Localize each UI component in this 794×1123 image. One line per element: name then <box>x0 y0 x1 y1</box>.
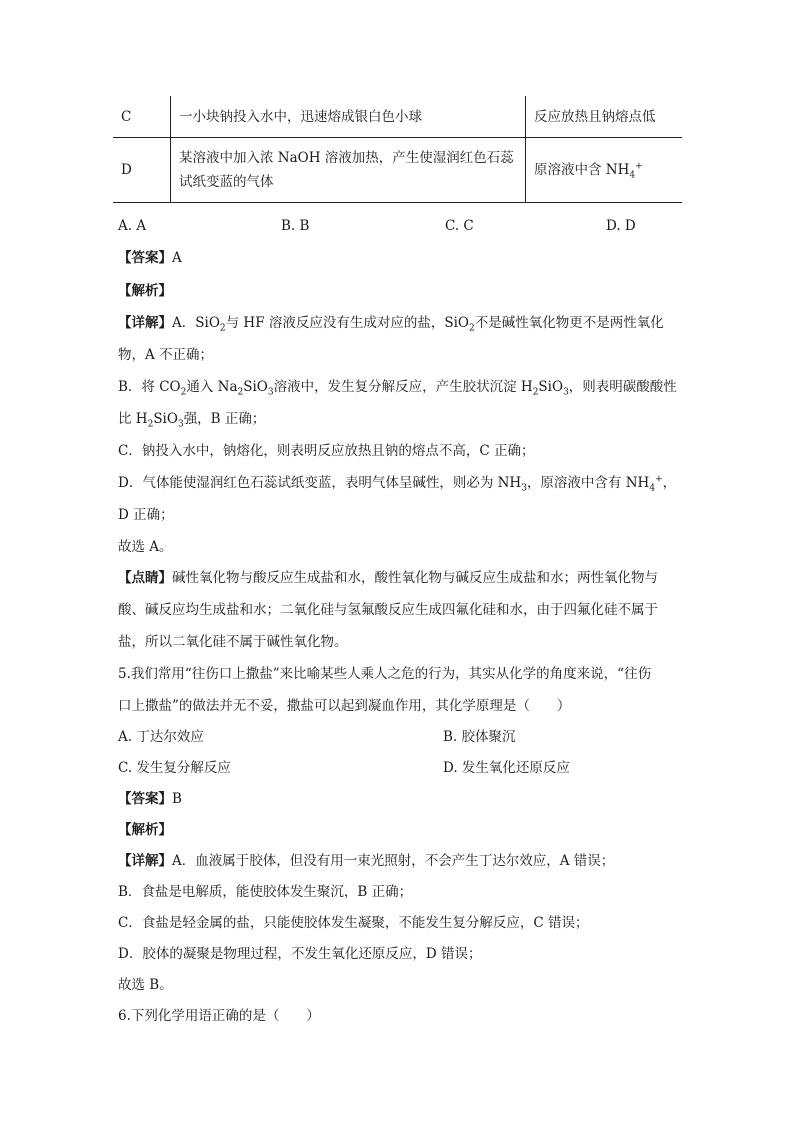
subscript: 3 <box>521 483 527 494</box>
text: 不是碱性氧化物更不是两性氧化 <box>474 315 664 331</box>
text: ， <box>662 475 677 491</box>
row-conclusion: 反应放热且钠熔点低 <box>526 96 683 138</box>
subscript: 3 <box>177 419 184 430</box>
operation-line: 试纸变蓝的气体 <box>179 174 274 190</box>
q5-detail-d: D．胶体的凝聚是物理过程，不发生氧化还原反应，D 错误； <box>118 946 482 962</box>
subscript: 2 <box>180 387 187 398</box>
subscript: 2 <box>237 387 244 398</box>
analysis-tag: 【解析】 <box>118 283 172 299</box>
subscript: 2 <box>532 387 539 398</box>
text: B．将 CO <box>118 379 181 395</box>
text: 比 H <box>118 411 148 427</box>
text: ，原溶液中含有 NH <box>526 475 650 491</box>
text: D．气体能使湿润红色石蕊试纸变蓝，表明气体呈碱性，则必为 NH <box>118 475 522 491</box>
row-conclusion <box>526 138 683 203</box>
option-b: B. 胶体聚沉 <box>443 729 516 745</box>
text: 与 HF 溶液反应没有生成对应的盐，SiO <box>225 315 469 331</box>
q4-detail-c: C．钠投入水中，钠熔化，则表明反应放热且钠的熔点不高，C 正确； <box>118 443 535 459</box>
answer-value: A <box>172 250 182 266</box>
q4-detail-a2: 物，A 不正确； <box>118 347 214 363</box>
q4-detail-b1 <box>118 377 677 397</box>
choice-a: A. A <box>118 218 147 234</box>
options-table <box>113 96 682 203</box>
q4-detail-d1 <box>118 473 676 493</box>
table-row <box>113 138 682 203</box>
text: 通入 Na <box>186 379 238 395</box>
table-row <box>113 96 682 138</box>
answer-tag: 【答案】 <box>118 791 172 807</box>
q5-answer <box>118 789 182 809</box>
q4-note-line1 <box>118 568 658 588</box>
q6-stem: 6.下列化学用语正确的是（ ） <box>118 1008 320 1024</box>
detail-tag: 【详解】 <box>118 853 172 869</box>
q4-note-line2: 酸、碱反应均生成盐和水；二氧化硅与氢氟酸反应生成四氟化硅和水，由于四氟化硅不属于 <box>118 602 658 618</box>
subscript: 3 <box>267 387 274 398</box>
superscript: + <box>635 161 643 172</box>
q5-conclusion: 故选 B。 <box>118 977 173 993</box>
q5-stem-line2: 口上撒盐”的做法并无不妥，撒盐可以起到凝血作用，其化学原理是（ ） <box>118 698 571 714</box>
q5-analysis <box>118 820 172 840</box>
q4-detail-b2 <box>118 409 265 429</box>
q5-detail-c: C．食盐是轻金属的盐，只能使胶体发生凝聚，不能发生复分解反应，C 错误； <box>118 915 589 931</box>
analysis-tag: 【解析】 <box>118 822 172 838</box>
subscript: 4 <box>649 483 656 494</box>
choice-c: C. C <box>445 218 474 234</box>
row-operation <box>171 138 526 203</box>
text: SiO <box>243 379 268 395</box>
q5-detail-b: B．食盐是电解质，能使胶体发生聚沉，B 正确； <box>118 884 413 900</box>
subscript: 2 <box>468 323 475 334</box>
q4-detail-a1 <box>118 313 664 333</box>
answer-tag: 【答案】 <box>118 250 172 266</box>
q4-analysis <box>118 281 172 301</box>
row-label: C <box>113 96 171 138</box>
text: SiO <box>538 379 564 395</box>
text: 强，B 正确； <box>183 411 266 427</box>
subscript: 2 <box>219 323 226 334</box>
row-label: D <box>113 138 171 203</box>
subscript: 4 <box>629 170 636 181</box>
text: ，则表明碳酸酸性 <box>568 379 677 395</box>
conclusion-text: 原溶液中含 NH <box>534 162 630 178</box>
detail-text: A．血液属于胶体，但没有用一束光照射，不会产生丁达尔效应，A 错误； <box>172 853 615 869</box>
q4-note-line3: 盐，所以二氧化硅不属于碱性氧化物。 <box>118 634 348 650</box>
q4-choices <box>118 216 638 236</box>
row-operation: 一小块钠投入水中，迅速熔成银白色小球 <box>171 96 526 138</box>
q5-detail-a <box>118 851 614 871</box>
choice-d: D. D <box>606 218 636 234</box>
operation-line: 某溶液中加入浓 NaOH 溶液加热，产生使湿润红色石蕊 <box>179 150 514 166</box>
subscript: 3 <box>563 387 569 398</box>
q5-stem-line1: 5.我们常用“往伤口上撒盐”来比喻某些人乘人之危的行为，其实从化学的角度来说，“往伤 <box>118 666 652 682</box>
text: A．SiO <box>172 315 220 331</box>
q4-answer <box>118 248 182 268</box>
option-d: D. 发生氧化还原反应 <box>443 760 570 776</box>
q4-conclusion: 故选 A。 <box>118 539 173 555</box>
answer-value: B <box>172 791 182 807</box>
option-a: A. 丁达尔效应 <box>118 729 204 745</box>
note-tag: 【点睛】 <box>118 570 172 586</box>
detail-tag: 【详解】 <box>118 315 172 331</box>
choice-b: B. B <box>281 218 310 234</box>
text: 溶液中，发生复分解反应，产生胶状沉淀 H <box>273 379 533 395</box>
text: SiO <box>153 411 178 427</box>
option-c: C. 发生复分解反应 <box>118 760 231 776</box>
q4-detail-d2: D 正确； <box>118 507 174 523</box>
subscript: 2 <box>147 419 154 430</box>
note-text: 碱性氧化物与酸反应生成盐和水，酸性氧化物与碱反应生成盐和水；两性氧化物与 <box>172 570 658 586</box>
superscript: + <box>655 474 663 485</box>
